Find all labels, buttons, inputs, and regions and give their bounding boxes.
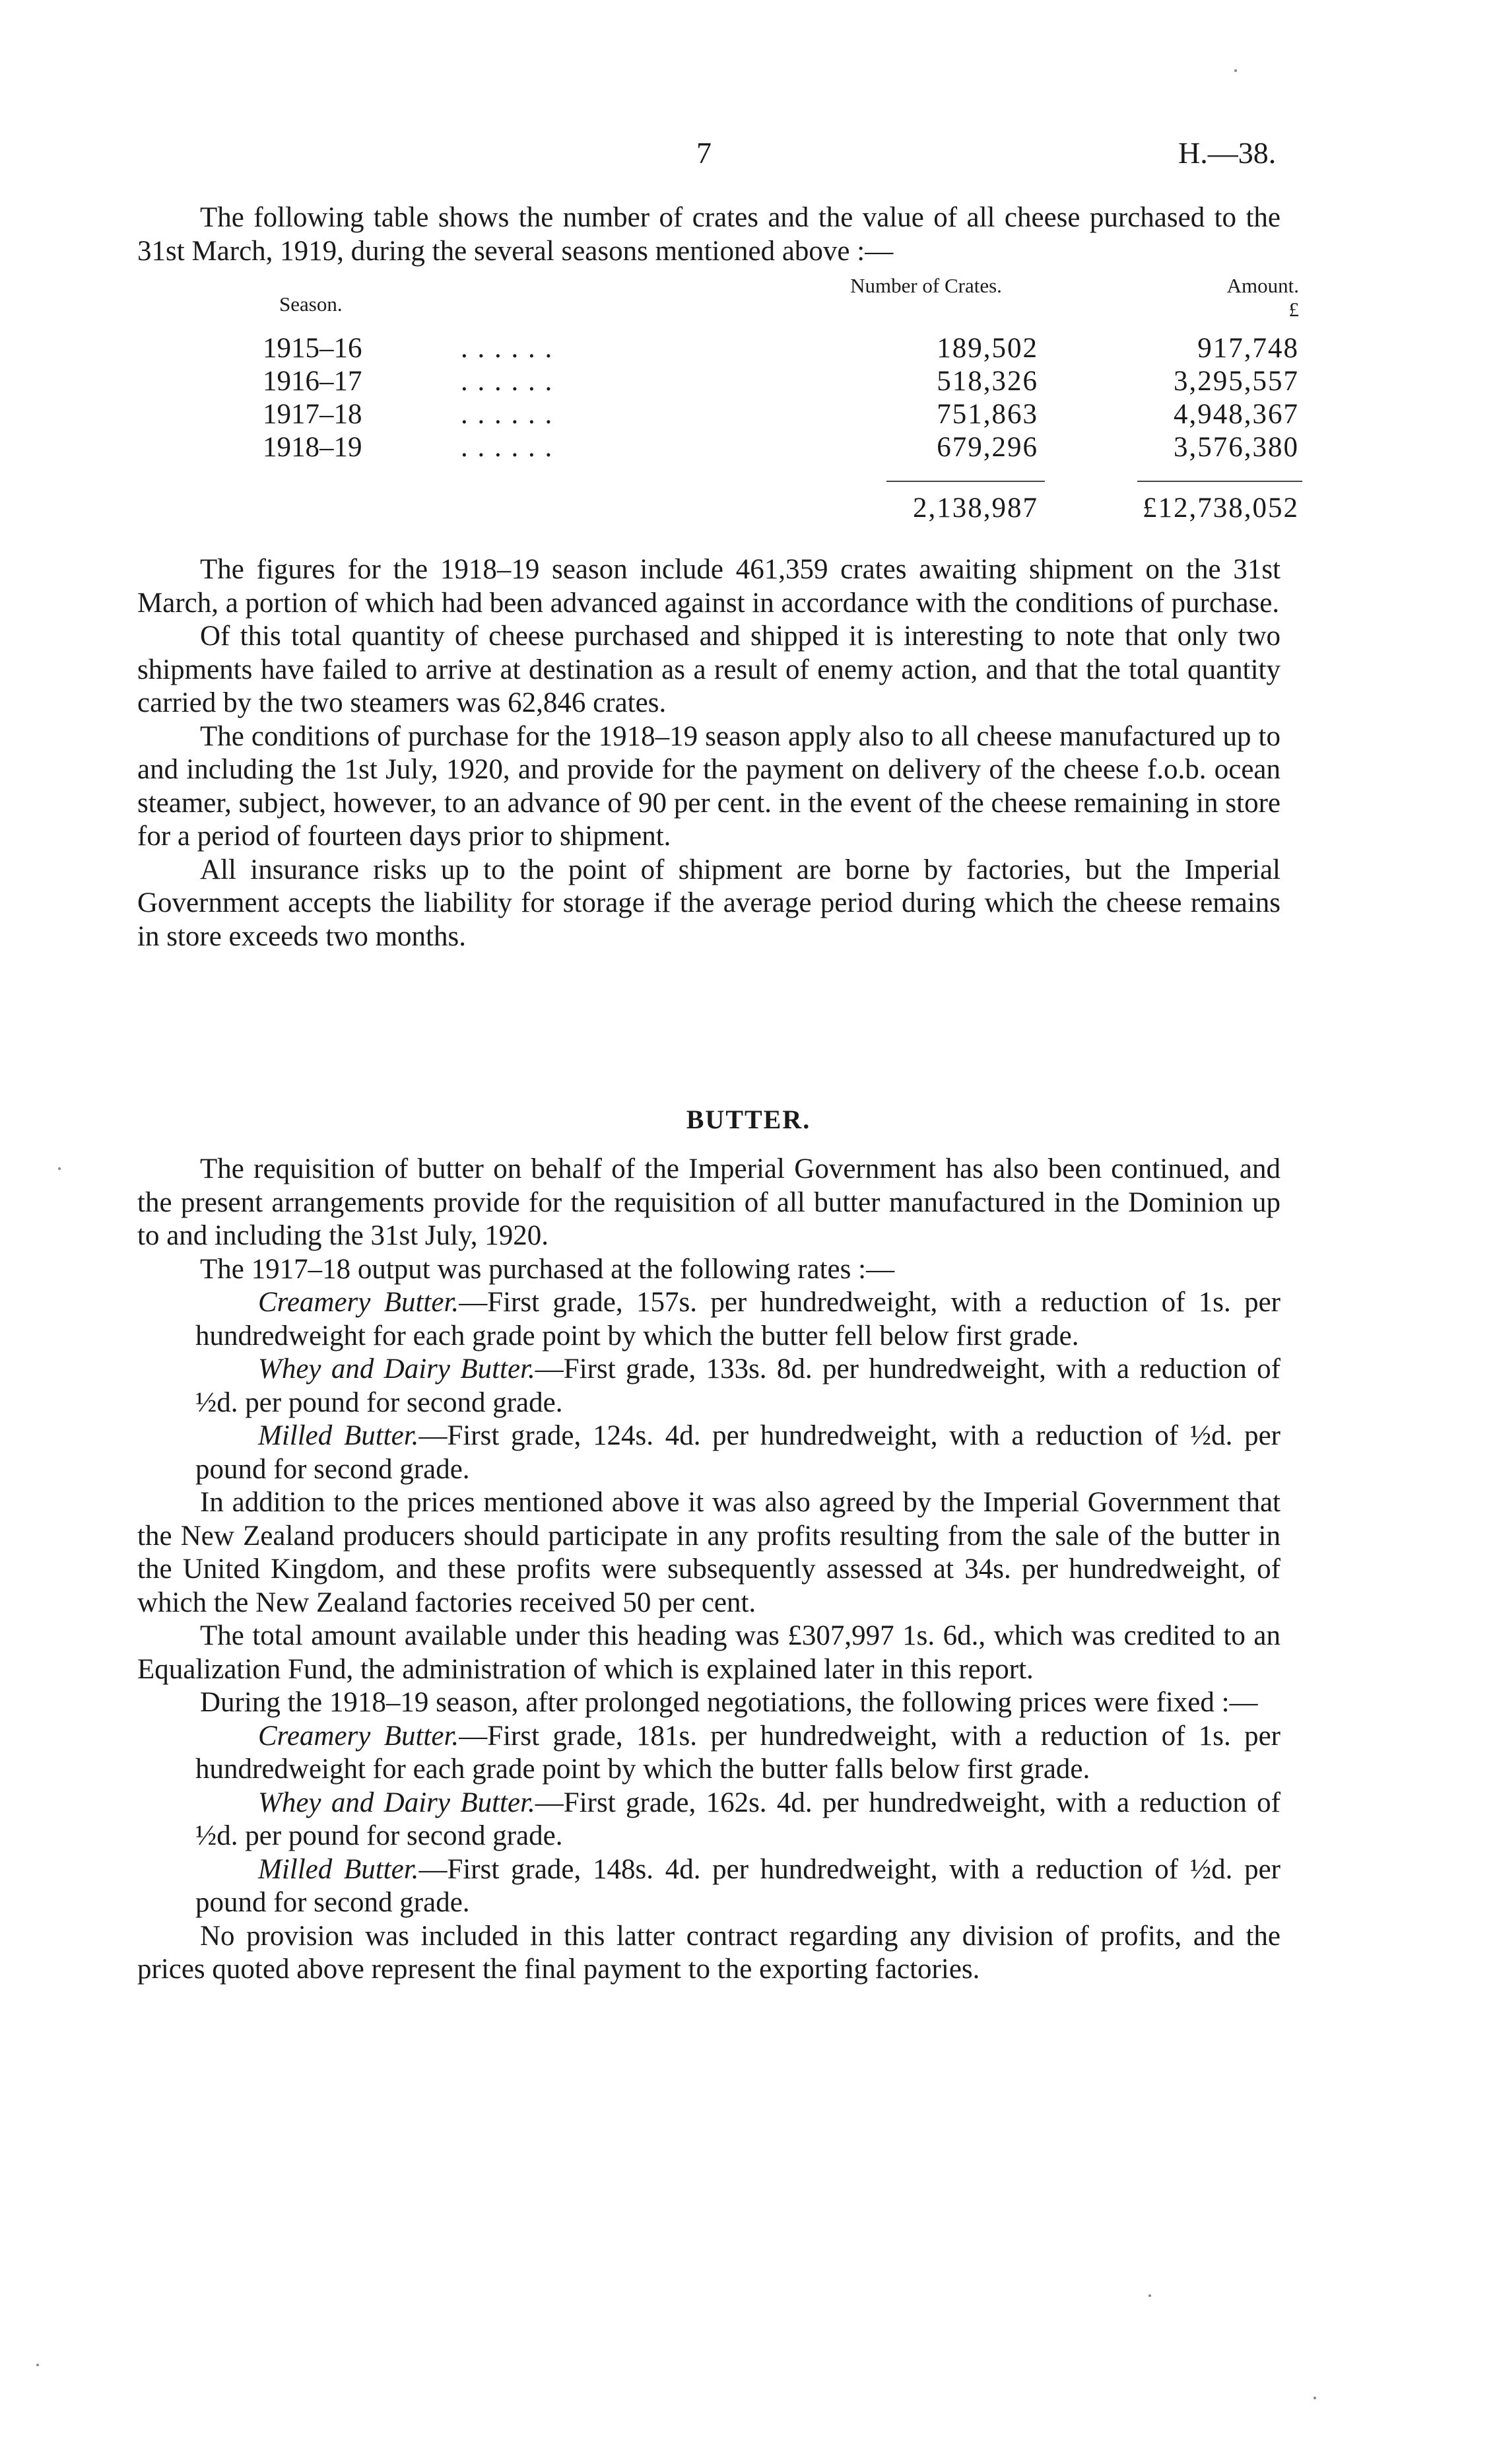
table-total-row: [137, 492, 1306, 525]
table-row: 1917–18 . . . . . . 751,863 4,948,367: [263, 399, 1299, 430]
total-rule-amount: [1137, 481, 1302, 482]
rate-item: Milled Butter.—First grade, 124s. 4d. per hundredweight, with a reduction of ½d. per pound for second grade.: [195, 1420, 1281, 1485]
paragraph: The total amount available under this heading was £307,997 1s. 6d., which was credited to an Equalization Fund, the administration of which is explained later in this report.: [137, 1620, 1281, 1685]
paragraph: The requisition of butter on behalf of the Imperial Government has also been continued, and the present arrangements provide for the requisition of all butter manufactured in the Dominion up to and including the 31st July, 1920.: [137, 1153, 1281, 1251]
table-intro-paragraph: The following table shows the number of crates and the value of all cheese purchased to the 31st March, 1919, during the several seasons mentioned above :—: [137, 202, 1281, 267]
scan-speck: [58, 1167, 61, 1170]
paragraph: All insurance risks up to the point of shipment are borne by factories, but the Imperial Government accepts the liability for storage if the average period during which the cheese remains in store exceeds two months.: [137, 854, 1281, 952]
paragraph: Of this total quantity of cheese purchased and shipped it is interesting to note that only two shipments have failed to arrive at destination as a result of enemy action, and that the total quantity carried by the two steamers was 62,846 crates.: [137, 621, 1281, 718]
dot-leader: . . . . . .: [461, 432, 554, 463]
dot-leader: . . . . . .: [461, 399, 554, 430]
rate-item: Creamery Butter.—First grade, 181s. per hundredweight, with a reduction of 1s. per hundredweight for each grade point by which the butter falls below first grade.: [195, 1720, 1281, 1785]
scan-speck: [36, 2364, 39, 2366]
paragraph: The conditions of purchase for the 1918–19 season apply also to all cheese manufactured up to and including the 1st July, 1920, and provide for the payment on delivery of the cheese f.o.b. ocean steamer, subject, however, to an advance of 90 per cent. in the event of the cheese remaining in store for a period of fourteen days prior to shipment.: [137, 720, 1281, 852]
rate-item: Whey and Dairy Butter.—First grade, 162s. 4d. per hundredweight, with a reduction of ½d. per pound for second grade.: [195, 1787, 1281, 1851]
paragraph: In addition to the prices mentioned above it was also agreed by the Imperial Government that the New Zealand producers should participate in any profits resulting from the sale of the butter in the United Kingdom, and these profits were subsequently assessed at 34s. per hundredweight, of which the New Zealand factories received 50 per cent.: [137, 1487, 1281, 1618]
cheese-paragraphs: [137, 553, 1281, 953]
scan-speck: [1234, 69, 1237, 72]
rate-item: Milled Butter.—First grade, 148s. 4d. per hundredweight, with a reduction of ½d. per pound for second grade.: [195, 1853, 1281, 1918]
rate-item: Creamery Butter.—First grade, 157s. per hundredweight, with a reduction of 1s. per hundredweight for each grade point by which the butter fell below first grade.: [195, 1287, 1281, 1352]
butter-paragraphs: [137, 1153, 1281, 1987]
total-rule-crates: [886, 481, 1045, 482]
amount-unit: £: [1288, 298, 1299, 321]
section-heading-butter: BUTTER.: [686, 1105, 811, 1134]
paragraph: The 1917–18 output was purchased at the following rates :—: [200, 1253, 895, 1285]
document-reference: H.—38.: [1178, 136, 1277, 170]
dot-leader: . . . . . .: [461, 333, 554, 364]
scan-speck: [1314, 2397, 1316, 2399]
paragraph: During the 1918–19 season, after prolonged negotiations, the following prices were fixed :—: [200, 1687, 1258, 1718]
table-row: 1918–19 . . . . . . 679,296 3,576,380: [263, 432, 1299, 463]
rate-item: Whey and Dairy Butter.—First grade, 133s. 8d. per hundredweight, with a reduction of ½d. per pound for second grade.: [195, 1353, 1281, 1418]
table-row: 1916–17 . . . . . . 518,326 3,295,557: [263, 366, 1299, 397]
paragraph: The figures for the 1918–19 season include 461,359 crates awaiting shipment on the 31st March, a portion of which had been advanced against in accordance with the conditions of purchase.: [137, 554, 1281, 619]
column-header-amount: Amount. £: [1068, 274, 1299, 322]
page-number: 7: [696, 136, 712, 170]
dot-leader: . . . . . .: [461, 366, 554, 397]
scan-speck: [1148, 2294, 1151, 2297]
total-amount: £12,738,052: [1143, 493, 1299, 524]
table-row: 1915–16 . . . . . . 189,502 917,748: [263, 333, 1299, 364]
column-header-season: Season.: [279, 292, 343, 316]
total-crates: 2,138,987: [913, 493, 1038, 524]
column-header-crates: Number of Crates.: [850, 274, 1002, 297]
paragraph: No provision was included in this latter contract regarding any division of profits, and the prices quoted above represent the final payment to the exporting factories.: [137, 1920, 1281, 1985]
